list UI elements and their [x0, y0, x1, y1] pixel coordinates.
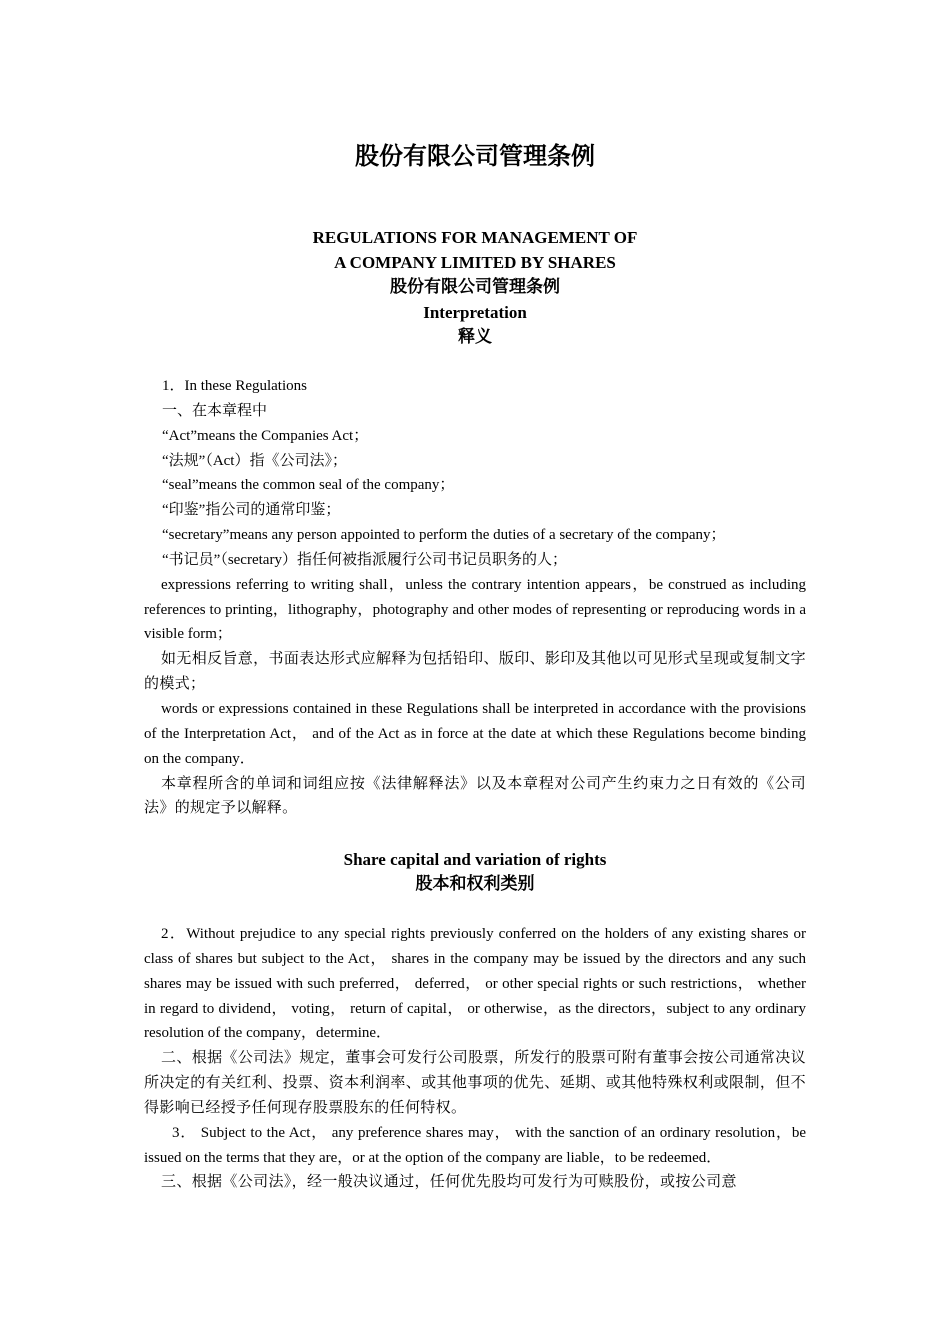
paragraph: “法规”（Act）指《公司法》；	[162, 452, 347, 469]
paragraph: “secretary”means any person appointed to perform the duties of a secretary of the company；	[162, 527, 726, 544]
paragraph: 三、根据《公司法》，经一般决议通过，任何优先股均可发行为可赎股份，或按公司意	[161, 1174, 737, 1191]
document-main-title: 股份有限公司管理条例	[355, 142, 595, 170]
section-heading-share-capital	[0, 847, 950, 897]
paragraph: “Act”means the Companies Act；	[162, 427, 369, 444]
paragraph: 一、在本章程中	[162, 402, 268, 419]
heading-line-3: 股份有限公司管理条例	[390, 277, 560, 297]
paragraph: 2．Without prejudice to any special rights previously conferred on the holders of any existing shares or class of shares but subject to the Act， shares in the company may be issued by the directors and any such shares may be issued with such preferred， deferred， or other special rights or such restrictions， whether in regard to dividend， voting， return of capital， or otherwise，as the directors，subject to any ordinary resolution of the company，determine．	[144, 926, 806, 1042]
section-title-cn: 股本和权利类别	[415, 874, 535, 894]
paragraph: 如无相反旨意，书面表达形式应解释为包括铅印、版印、影印及其他以可见形式呈现或复制文字的模式；	[144, 651, 806, 693]
share-capital-section	[144, 922, 806, 1195]
paragraph: “书记员”（secretary）指任何被指派履行公司书记员职务的人；	[162, 551, 567, 568]
heading-line-1: REGULATIONS FOR MANAGEMENT OF	[312, 228, 638, 247]
heading-line-4: Interpretation	[423, 303, 527, 322]
paragraph: words or expressions contained in these Regulations shall be interpreted in accordance with the provisions of the Interpretation Act， and of the Act as in force at the date at which these Regulations become binding on the company．	[144, 700, 806, 767]
paragraph: “印鉴”指公司的通常印鉴；	[162, 502, 341, 519]
document-heading	[0, 225, 950, 350]
heading-line-2: A COMPANY LIMITED BY SHARES	[334, 253, 616, 272]
paragraph: “seal”means the common seal of the company；	[162, 477, 455, 494]
interpretation-section	[144, 374, 806, 821]
paragraph: 二、根据《公司法》规定，董事会可发行公司股票，所发行的股票可附有董事会按公司通常决议所决定的有关红利、投票、资本利润率、或其他事项的优先、延期、或其他特殊权利或限制，但不得影响已经授予任何现存股票股东的任何特权。	[144, 1050, 806, 1116]
heading-line-5: 释义	[458, 327, 492, 347]
paragraph: 1．In these Regulations	[162, 378, 307, 394]
paragraph: 3． Subject to the Act， any preference shares may， with the sanction of an ordinary resolution，be issued on the terms that they are，or at the option of the company are liable，to be redeemed．	[144, 1124, 806, 1166]
paragraph: 本章程所含的单词和词组应按《法律解释法》以及本章程对公司产生约束力之日有效的《公司法》的规定予以解释。	[144, 775, 806, 817]
paragraph: expressions referring to writing shall，unless the contrary intention appears，be construed as including references to printing，lithography，photography and other modes of representing or reproducing words in a visible form；	[144, 576, 806, 643]
section-title-en: Share capital and variation of rights	[343, 850, 607, 869]
